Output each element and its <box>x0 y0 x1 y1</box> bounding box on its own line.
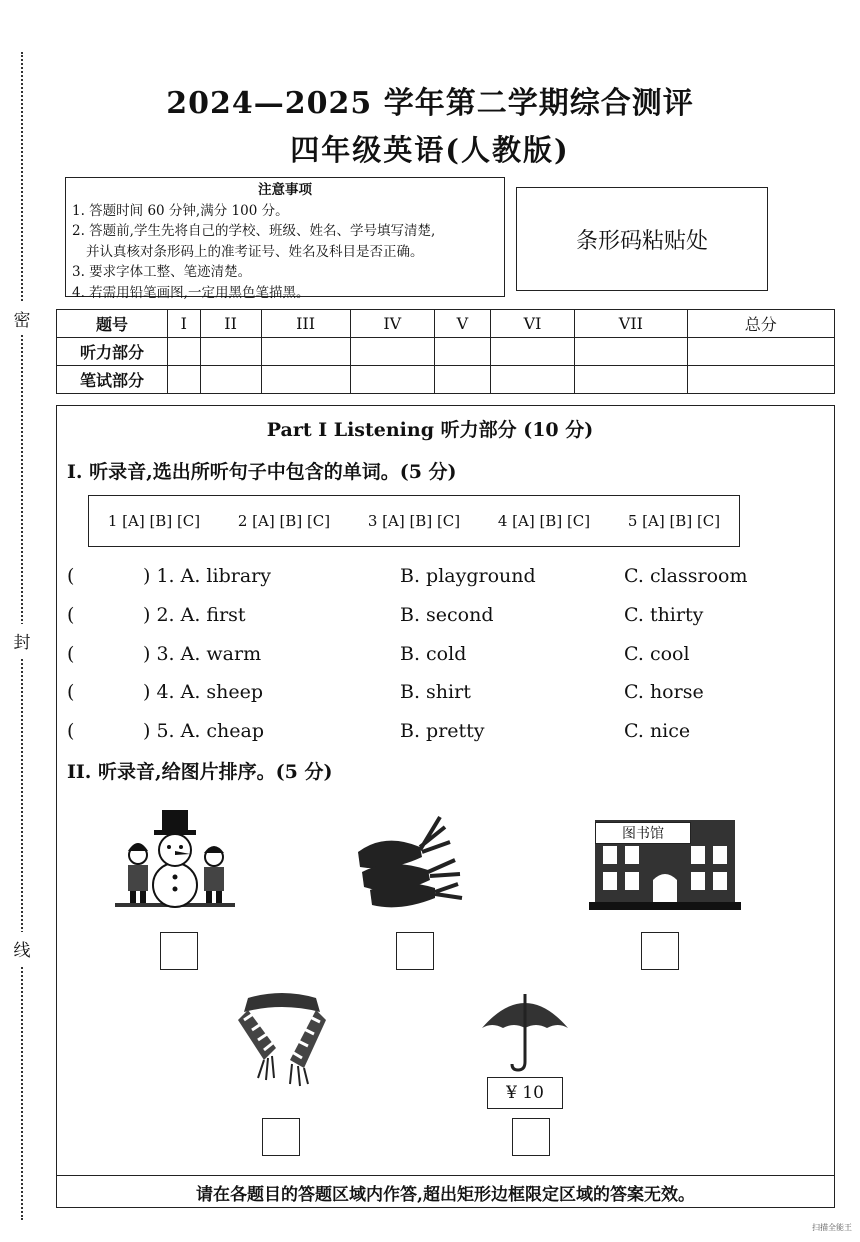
barcode-area <box>516 187 768 291</box>
answer-paren[interactable]: ( <box>67 681 75 703</box>
answer-option-group[interactable]: 5 [A] [B] [C] <box>627 512 721 530</box>
score-cell[interactable] <box>200 338 261 366</box>
score-header-cell: III <box>261 310 350 338</box>
score-cell[interactable] <box>434 366 490 394</box>
scanner-watermark: 扫描全能王 <box>812 1223 852 1232</box>
seal-char-xian: 线 <box>12 932 32 965</box>
notice-box <box>65 177 505 301</box>
question-row <box>67 681 787 711</box>
order-box[interactable] <box>512 1118 550 1156</box>
footer-note <box>56 1175 835 1208</box>
score-cell[interactable] <box>490 338 574 366</box>
question-row <box>67 643 787 673</box>
score-cell[interactable] <box>575 366 687 394</box>
score-header-row <box>57 310 835 338</box>
snowman-picture <box>110 805 240 910</box>
score-cell[interactable] <box>350 366 434 394</box>
notice-item: 1. 答题时间 60 分钟,满分 100 分。 <box>72 202 289 219</box>
score-cell[interactable] <box>687 338 834 366</box>
score-header-cell: IV <box>350 310 434 338</box>
order-box[interactable] <box>160 932 198 970</box>
score-cell[interactable] <box>350 338 434 366</box>
notice-item: 并认真核对条形码上的准考证号、姓名及科目是否正确。 <box>86 243 424 260</box>
option-a: ) 2. A. first <box>143 604 246 626</box>
notice-item: 2. 答题前,学生先将自己的学校、班级、姓名、学号填写清楚, <box>72 223 436 239</box>
answer-paren[interactable]: ( <box>67 643 75 665</box>
score-header-cell: V <box>434 310 490 338</box>
score-row-label: 笔试部分 <box>57 366 168 394</box>
option-c: C. classroom <box>624 565 748 587</box>
carrots-picture <box>350 812 465 912</box>
score-header-cell: I <box>168 310 201 338</box>
exam-title: 2024—2025 学年第二学期综合测评 <box>166 86 694 121</box>
answer-sheet-box <box>88 495 740 547</box>
option-a: ) 1. A. library <box>143 565 271 587</box>
answer-option-group[interactable]: 2 [A] [B] [C] <box>237 512 331 530</box>
option-a: ) 4. A. sheep <box>143 681 264 703</box>
score-cell[interactable] <box>687 366 834 394</box>
answer-paren[interactable]: ( <box>67 565 75 587</box>
question-row <box>67 565 787 595</box>
answer-paren[interactable]: ( <box>67 720 75 742</box>
option-b: B. pretty <box>400 720 485 742</box>
option-a: ) 5. A. cheap <box>143 720 265 742</box>
exam-subtitle: 四年级英语(人教版) <box>290 133 570 167</box>
umbrella-price-tag: ¥ 10 <box>487 1077 563 1109</box>
score-cell[interactable] <box>168 338 201 366</box>
option-a: ) 3. A. warm <box>143 643 262 665</box>
footer-note-text: 请在各题目的答题区域内作答,超出矩形边框限定区域的答案无效。 <box>196 1184 695 1205</box>
score-header-cell: 总分 <box>687 310 834 338</box>
option-c: C. thirty <box>624 604 704 626</box>
section2-title: II. 听录音,给图片排序。(5 分) <box>67 761 333 783</box>
notice-item: 4. 若需用铅笔画图,一定用黑色笔描黑。 <box>72 284 310 301</box>
option-b: B. shirt <box>400 681 471 703</box>
seal-char-feng: 封 <box>12 624 32 657</box>
barcode-label: 条形码粘贴处 <box>575 228 708 254</box>
order-box[interactable] <box>396 932 434 970</box>
score-header-cell: VII <box>575 310 687 338</box>
question-row <box>67 720 787 750</box>
answer-option-group[interactable]: 3 [A] [B] [C] <box>367 512 461 530</box>
order-box[interactable] <box>262 1118 300 1156</box>
score-cell[interactable] <box>434 338 490 366</box>
score-row-listening <box>57 338 835 366</box>
notice-item: 3. 要求字体工整、笔迹清楚。 <box>72 264 252 280</box>
library-sign: 图书馆 <box>595 822 691 844</box>
score-cell[interactable] <box>261 338 350 366</box>
score-cell[interactable] <box>575 338 687 366</box>
score-cell[interactable] <box>168 366 201 394</box>
score-cell[interactable] <box>200 366 261 394</box>
option-b: B. playground <box>400 565 536 587</box>
score-header-cell: 题号 <box>57 310 168 338</box>
option-c: C. cool <box>624 643 690 665</box>
answer-paren[interactable]: ( <box>67 604 75 626</box>
score-header-cell: II <box>200 310 261 338</box>
option-b: B. cold <box>400 643 467 665</box>
score-cell[interactable] <box>261 366 350 394</box>
notice-heading: 注意事项 <box>258 182 312 198</box>
order-box[interactable] <box>641 932 679 970</box>
answer-option-group[interactable]: 1 [A] [B] [C] <box>107 512 201 530</box>
score-table <box>56 309 835 394</box>
score-row-label: 听力部分 <box>57 338 168 366</box>
question-row <box>67 604 787 634</box>
score-header-cell: VI <box>490 310 574 338</box>
option-c: C. horse <box>624 681 704 703</box>
option-b: B. second <box>400 604 494 626</box>
umbrella-picture <box>480 990 570 1075</box>
seal-char-mi: 密 <box>12 302 32 335</box>
section1-title: I. 听录音,选出所听句子中包含的单词。(5 分) <box>67 461 457 483</box>
option-c: C. nice <box>624 720 691 742</box>
part1-title: Part I Listening 听力部分 (10 分) <box>266 419 594 441</box>
answer-option-group[interactable]: 4 [A] [B] [C] <box>497 512 591 530</box>
score-row-written <box>57 366 835 394</box>
score-cell[interactable] <box>490 366 574 394</box>
scarf-picture <box>228 990 336 1090</box>
